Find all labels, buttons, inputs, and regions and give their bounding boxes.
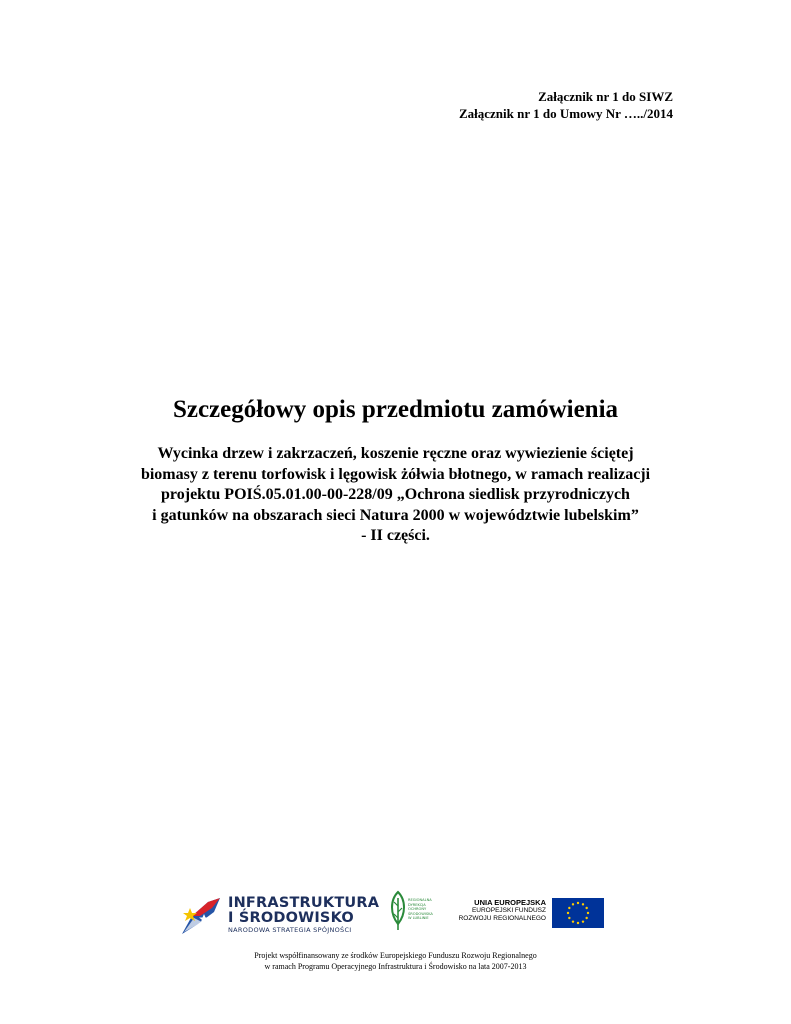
- funding-note: [0, 951, 791, 972]
- eu-flag-star: [567, 912, 569, 914]
- eu-logo-line2: EUROPEJSKI FUNDUSZ: [471, 907, 546, 914]
- funding-note-line1: Projekt współfinansowany ze środków Europejskiego Funduszu Rozwoju Regionalnego: [254, 951, 537, 960]
- rdos-logo-text: REGIONALNA DYREKCJA OCHRONY ŚRODOWISKA W LUBLINIE: [408, 898, 433, 920]
- infrastruktura-logo-tagline: NARODOWA STRATEGIA SPÓJNOŚCI: [228, 926, 352, 934]
- attachment-siwz-label: Załącznik nr 1 do SIWZ: [538, 89, 673, 104]
- eu-flag-star: [582, 920, 584, 922]
- infrastruktura-logo-line2: I ŚRODOWISKO: [228, 910, 354, 926]
- eu-flag-star: [585, 917, 587, 919]
- subtitle-line: - II części.: [361, 527, 430, 544]
- infrastruktura-logo: [178, 892, 380, 938]
- eu-flag-star: [572, 903, 574, 905]
- rdos-logo: [388, 888, 438, 938]
- document-title: Szczegółowy opis przedmiotu zamówienia: [172, 396, 619, 423]
- attachment-contract-label: Załącznik nr 1 do Umowy Nr …../2014: [458, 106, 673, 121]
- document-subtitle: [0, 444, 791, 547]
- subtitle-line: i gatunków na obszarach sieci Natura 2000 w województwie lubelskim”: [152, 506, 639, 524]
- eu-flag-star: [568, 907, 570, 909]
- subtitle-line: projektu POIŚ.05.01.00-00-228/09 „Ochrona siedlisk przyrodniczych: [161, 486, 630, 503]
- eu-flag-star: [577, 902, 579, 904]
- eu-logo-text: [458, 898, 546, 923]
- eu-flag-star: [587, 912, 589, 914]
- eu-flag-icon: [552, 898, 604, 928]
- subtitle-line: Wycinka drzew i zakrzaczeń, koszenie ręczne oraz wywiezienie ściętej: [157, 445, 634, 462]
- subtitle-line: biomasy z terenu torfowisk i lęgowisk żółwia błotnego, w ramach realizacji: [140, 465, 651, 483]
- eu-logo-line1: UNIA EUROPEJSKA: [474, 898, 546, 907]
- eu-logo-line3: ROZWOJU REGIONALNEGO: [458, 915, 546, 922]
- funding-note-line2: w ramach Programu Operacyjnego Infrastruktura i Środowisko na lata 2007-2013: [264, 961, 527, 971]
- eu-flag-star: [577, 922, 579, 924]
- eu-flag-star: [572, 920, 574, 922]
- leaf-icon: [388, 890, 408, 932]
- star-flag-icon: [178, 894, 224, 938]
- attachment-header: [459, 88, 673, 122]
- eu-flag-star: [585, 907, 587, 909]
- eu-flag-star: [568, 917, 570, 919]
- funding-logos: [0, 888, 791, 940]
- eu-flag-star: [582, 903, 584, 905]
- infrastruktura-logo-line1: INFRASTRUKTURA: [228, 895, 380, 911]
